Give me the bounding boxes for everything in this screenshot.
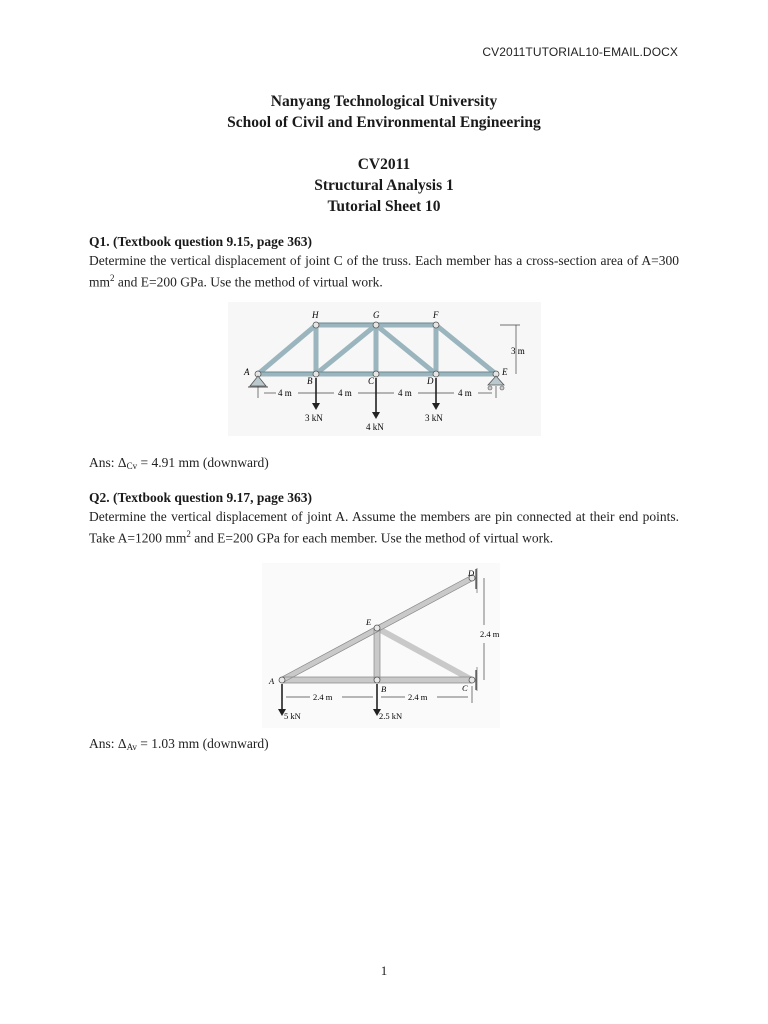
q2-load-a-label: 5 kN — [284, 711, 301, 721]
load-d-label: 3 kN — [425, 413, 443, 423]
svg-text:D: D — [468, 568, 475, 578]
page-number: 1 — [380, 963, 388, 978]
svg-text:A: A — [244, 367, 250, 377]
span-2-label: 4 m — [338, 388, 352, 398]
pin-support-a — [250, 376, 266, 386]
sheet-title: Tutorial Sheet 10 — [327, 198, 441, 215]
svg-text:G: G — [373, 310, 380, 320]
school-name: School of Civil and Environmental Engineering — [227, 114, 541, 131]
header-filename: CV2011TUTORIAL10-EMAIL.DOCX — [482, 45, 678, 59]
roller-support-e — [488, 376, 504, 385]
q2-answer: Ans: $\Delta_{Av} = 1.03$ mm (downward) — [89, 736, 269, 752]
svg-text:C: C — [462, 683, 468, 693]
svg-text:E: E — [502, 367, 508, 377]
q2-truss-figure — [262, 563, 500, 728]
svg-text:H: H — [312, 310, 319, 320]
q2-span-2-label: 2.4 m — [408, 692, 428, 702]
svg-text:B: B — [381, 684, 387, 694]
q2-height-label: 2.4 m — [480, 629, 500, 639]
q1-heading: Q1. (Textbook question 9.15, page 363) — [89, 234, 313, 249]
span-1-label: 4 m — [278, 388, 292, 398]
height-label: 3 m — [511, 346, 525, 356]
q2-span-1-label: 2.4 m — [313, 692, 333, 702]
q1-text: Determine the vertical displacement of joint C of the truss. Each member has a cross-section area of A=300 $mm^2$ and E=200 GPa. Use the method of virtual work. — [89, 253, 679, 289]
svg-text:C: C — [368, 376, 375, 386]
q1-answer: Ans: $\Delta_{Cv} = 4.91$ mm (downward) — [89, 455, 269, 471]
svg-text:B: B — [307, 376, 313, 386]
course-name: Structural Analysis 1 — [314, 177, 454, 194]
svg-text:D: D — [427, 376, 434, 386]
q1-truss-figure — [228, 302, 541, 436]
course-code: CV2011 — [357, 156, 411, 173]
svg-text:A: A — [269, 676, 275, 686]
q2-text: Determine the vertical displacement of joint A. Assume the members are pin connected at their end points. Take A=1200 $mm^2$ and E=200 GPa for each member. Use the method of virtual work. — [89, 509, 679, 545]
span-4-label: 4 m — [458, 388, 472, 398]
load-b-label: 3 kN — [305, 413, 323, 423]
q2-load-b-label: 2.5 kN — [379, 711, 403, 721]
svg-text:F: F — [433, 310, 439, 320]
load-c-label: 4 kN — [366, 422, 384, 432]
span-3-label: 4 m — [398, 388, 412, 398]
university-name: Nanyang Technological University — [270, 93, 498, 110]
q2-heading: Q2. (Textbook question 9.17, page 363) — [89, 490, 313, 505]
svg-text:E: E — [366, 617, 372, 627]
